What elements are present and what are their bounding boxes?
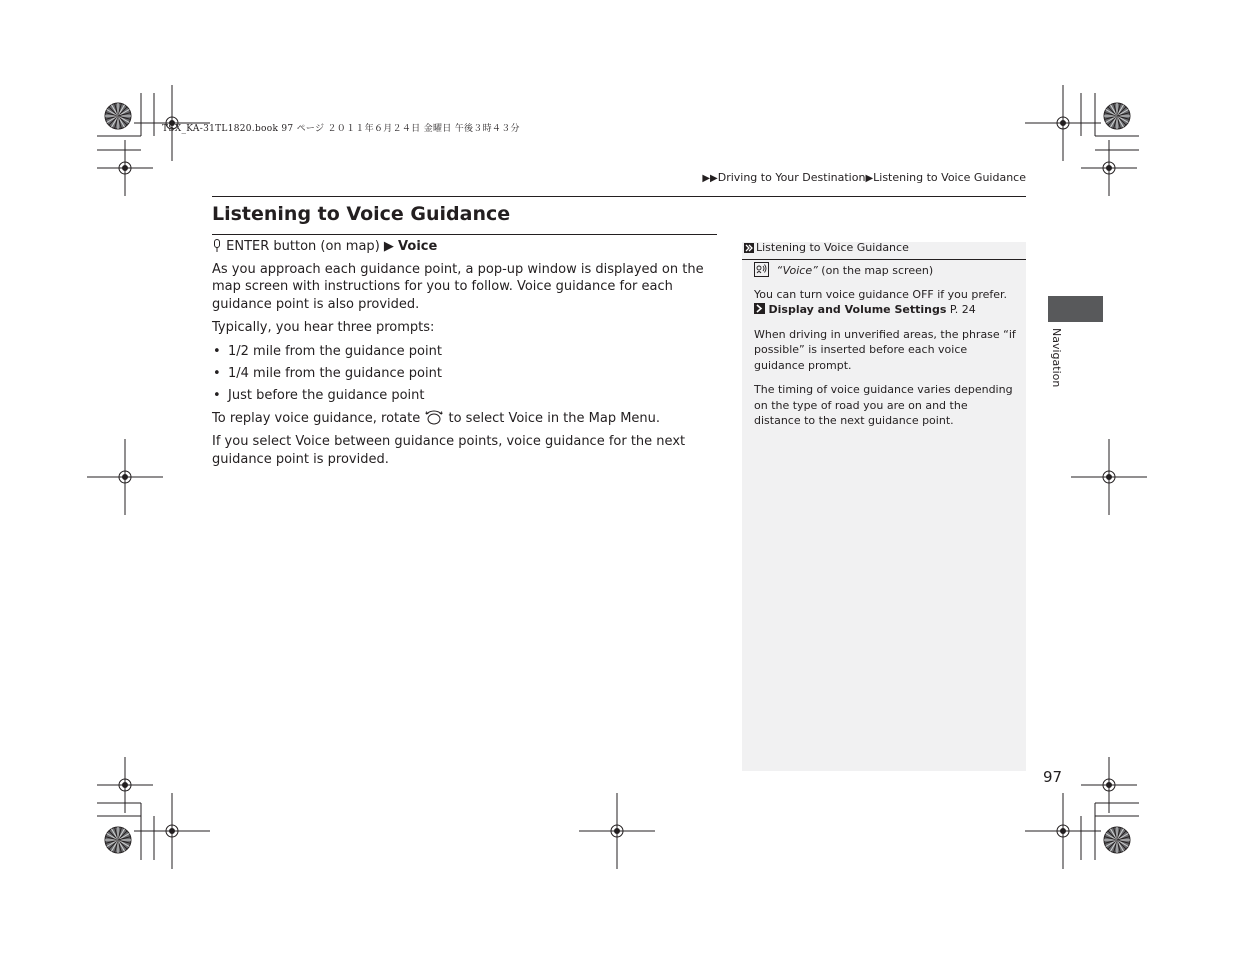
interface-dial-icon [424, 409, 444, 425]
talk-button-icon [754, 262, 769, 277]
timing-note: The timing of voice guidance varies depending on the type of road you are on and the distance to the next guidance point. [754, 383, 1013, 427]
select-paragraph [212, 433, 717, 468]
path-arrow: ▶ [383, 239, 394, 254]
bullet: • [213, 343, 221, 359]
list-item [212, 387, 717, 405]
rosette-mark [1104, 827, 1130, 853]
main-content [212, 238, 717, 474]
crosshair-mark [1025, 793, 1101, 869]
crosshair-mark [97, 757, 153, 813]
crosshair-mark [97, 140, 153, 196]
note-icon [744, 243, 754, 253]
title-rule [212, 234, 717, 235]
prompts-list [212, 343, 717, 405]
cross-reference-icon [754, 303, 765, 314]
select-menu-item: Voice [295, 434, 330, 449]
voice-context: (on the map screen) [821, 264, 934, 277]
crosshair-mark [87, 439, 163, 515]
turn-off-text: You can turn voice guidance OFF if you prefer. [754, 287, 1008, 301]
joystick-icon [212, 239, 222, 253]
settings-link[interactable]: Display and Volume Settings [768, 303, 947, 316]
voice-command: “Voice” [776, 264, 818, 277]
list-item [212, 343, 717, 361]
breadcrumb [702, 171, 1026, 184]
header-rule [212, 196, 1026, 197]
crosshair-mark [1081, 757, 1137, 813]
page-title: Listening to Voice Guidance [212, 203, 511, 225]
section-label: Navigation [1050, 328, 1063, 388]
page-number: 97 [1043, 768, 1063, 786]
sidebar-heading-label: Listening to Voice Guidance [756, 241, 909, 254]
menu-path [212, 238, 717, 256]
intro-paragraph: As you approach each guidance point, a pop-up window is displayed on the map screen with instructions for you to follow. Voice guidance for each guidance point is also provided. [212, 261, 704, 312]
crosshair-mark [134, 793, 210, 869]
rosette-mark [105, 103, 131, 129]
breadcrumb-arrows: ▶▶ [702, 173, 718, 184]
replay-text-before: To replay voice guidance, rotate [212, 410, 421, 426]
crosshair-mark [1081, 140, 1137, 196]
section-tab [1048, 296, 1103, 322]
rosette-mark [105, 827, 131, 853]
path-step-enter: ENTER button (on map) [226, 239, 380, 254]
path-step-voice: Voice [398, 239, 438, 254]
select-text-before: If you select [212, 434, 292, 449]
bullet: • [213, 387, 221, 403]
list-item [212, 365, 717, 383]
prompts-intro: Typically, you hear three prompts: [212, 320, 435, 335]
rosette-mark [1104, 103, 1130, 129]
prompt-text: 1/4 mile from the guidance point [228, 365, 442, 381]
voice-command-line [754, 262, 1016, 279]
sidebar-heading [742, 242, 1026, 260]
unverified-note: When driving in unverified areas, the phrase “if possible” is inserted before each voice guidance prompt. [754, 327, 1016, 372]
breadcrumb-separator: ▶ [865, 173, 874, 184]
replay-text-after: in the Map Menu. [547, 410, 661, 426]
turn-off-note [754, 287, 1016, 318]
crosshair-mark [579, 793, 655, 869]
settings-link-page: P. 24 [949, 303, 976, 316]
sidebar-notes [742, 242, 1026, 771]
crosshair-mark [1025, 85, 1101, 161]
prompt-text: 1/2 mile from the guidance point [228, 343, 442, 359]
prompt-text: Just before the guidance point [228, 387, 425, 403]
breadcrumb-current: Listening to Voice Guidance [873, 171, 1026, 184]
bullet: • [213, 365, 221, 381]
replay-paragraph [212, 409, 717, 428]
crosshair-mark [1071, 439, 1147, 515]
select-text-after: between guidance points, voice guidance for the next guidance point is provided. [212, 434, 686, 467]
replay-text-middle: to select [448, 410, 505, 426]
printer-slug: TSX_KA-31TL1820.book 97 ページ ２０１１年６月２４日 金曜日 午後３時４３分 [162, 124, 520, 134]
breadcrumb-parent: Driving to Your Destination [717, 171, 866, 184]
replay-menu-item: Voice [508, 410, 544, 426]
